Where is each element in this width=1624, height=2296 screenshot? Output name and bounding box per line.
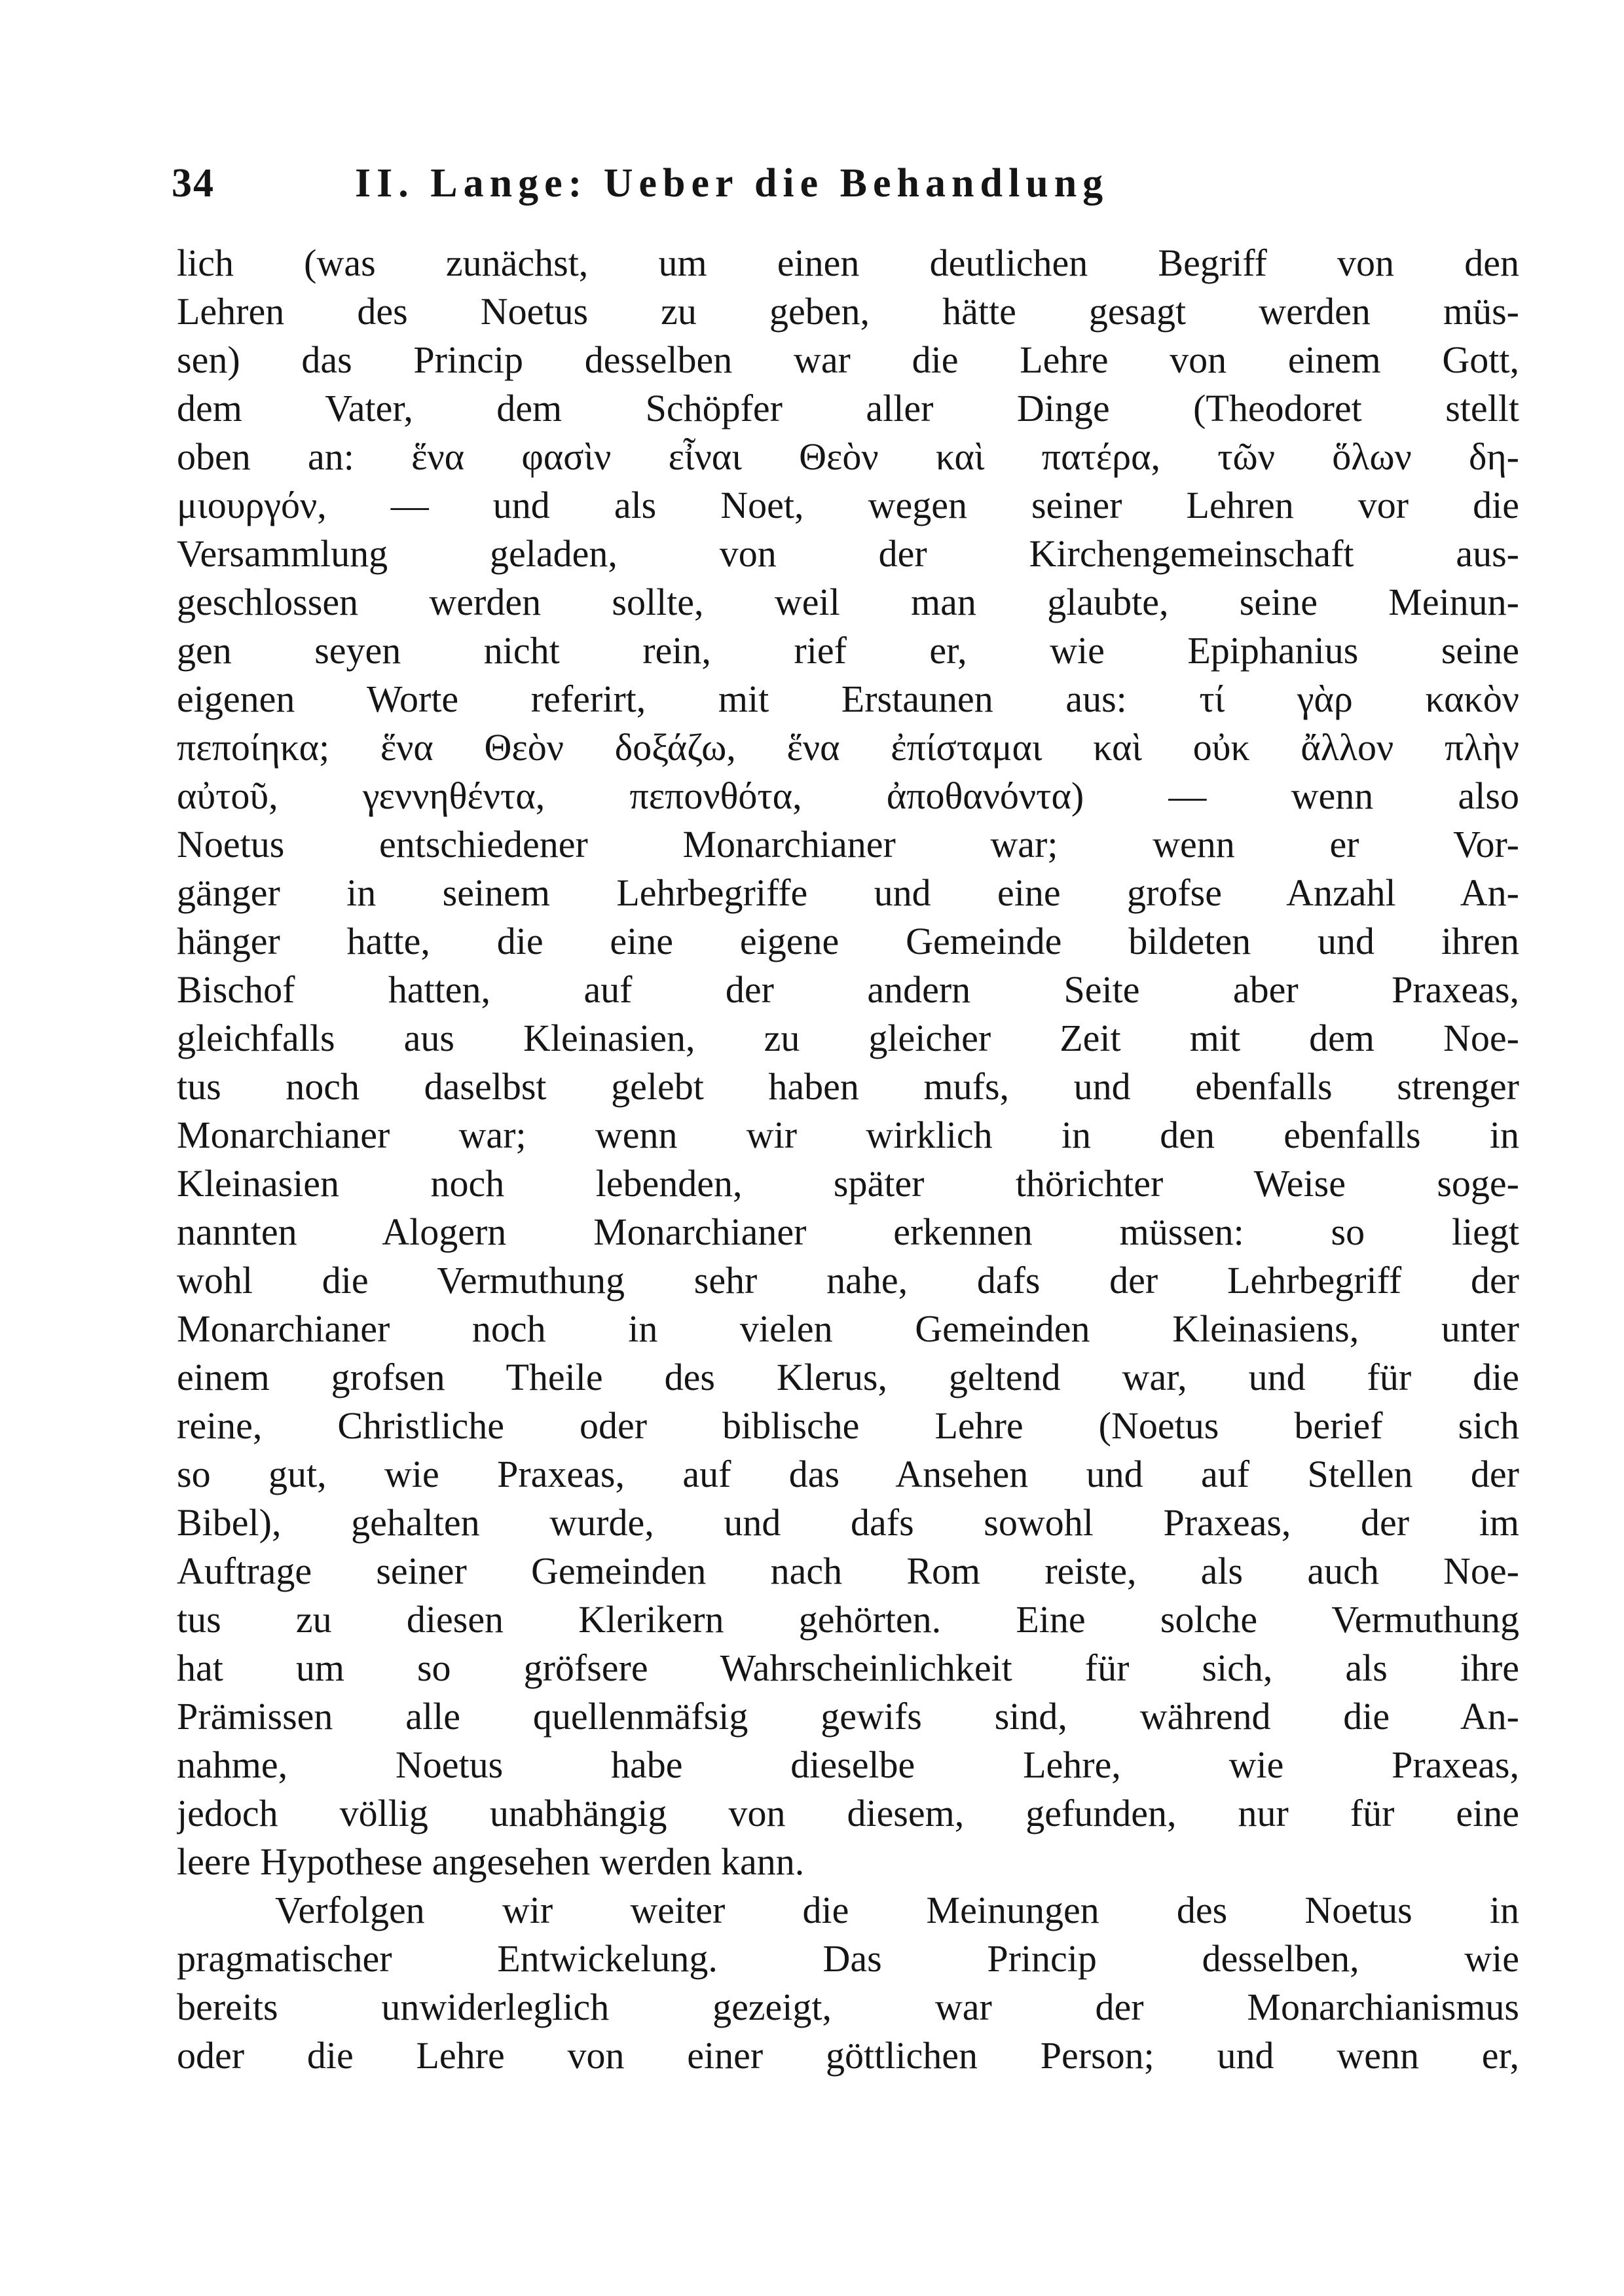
text-line: oder die Lehre von einer göttlichen Person; und wenn er, <box>177 2034 1519 2077</box>
text-line: nahme, Noetus habe dieselbe Lehre, wie Praxeas, <box>177 1743 1519 1786</box>
text-line: Lehren des Noetus zu geben, hätte gesagt werden müs- <box>177 290 1519 333</box>
text-line: πεποίηκα; ἕνα Θεὸν δοξάζω, ἕνα ἐπίσταμαι καὶ οὐκ ἄλλον πλὴν <box>177 726 1519 769</box>
text-line: bereits unwiderleglich gezeigt, war der Monarchianismus <box>177 1986 1519 2028</box>
text-line: gleichfalls aus Kleinasien, zu gleicher Zeit mit dem Noe- <box>177 1017 1519 1059</box>
text-line: μιουργόν, — und als Noet, wegen seiner Lehren vor die <box>177 484 1519 526</box>
text-line: Auftrage seiner Gemeinden nach Rom reiste, als auch Noe- <box>177 1550 1519 1592</box>
text-line: αὐτοῦ, γεννηθέντα, πεπονθότα, ἀποθανόντα) — wenn also <box>177 774 1519 817</box>
text-line: lich (was zunächst, um einen deutlichen Begriff von den <box>177 242 1519 284</box>
text-line: jedoch völlig unabhängig von diesem, gefunden, nur für eine <box>177 1792 1519 1834</box>
text-line: gen seyen nicht rein, rief er, wie Epiphanius seine <box>177 629 1519 672</box>
text-line-paragraph-start: Verfolgen wir weiter die Meinungen des Noetus in <box>275 1889 1519 1931</box>
running-title: II. Lange: Ueber die Behandlung <box>355 161 1109 206</box>
text-line: tus zu diesen Klerikern gehörten. Eine solche Vermuthung <box>177 1598 1519 1641</box>
text-line: Versammlung geladen, von der Kirchengemeinschaft aus- <box>177 532 1519 575</box>
text-line: so gut, wie Praxeas, auf das Ansehen und auf Stellen der <box>177 1453 1519 1495</box>
text-line: Kleinasien noch lebenden, später thörichter Weise soge- <box>177 1162 1519 1205</box>
text-line: geschlossen werden sollte, weil man glaubte, seine Meinun- <box>177 581 1519 623</box>
text-line: Monarchianer war; wenn wir wirklich in den ebenfalls in <box>177 1114 1519 1156</box>
text-line: hat um so gröfsere Wahrscheinlichkeit für sich, als ihre <box>177 1647 1519 1689</box>
text-line: oben an: ἕνα φασὶν εἶναι Θεὸν καὶ πατέρα, τῶν ὅλων δη- <box>177 435 1519 478</box>
text-line: gänger in seinem Lehrbegriffe und eine grofse Anzahl An- <box>177 871 1519 914</box>
text-line: eigenen Worte referirt, mit Erstaunen aus: τί γὰρ κακὸν <box>177 678 1519 720</box>
text-line: hänger hatte, die eine eigene Gemeinde bildeten und ihren <box>177 920 1519 962</box>
running-header <box>172 154 1314 213</box>
text-line: wohl die Vermuthung sehr nahe, dafs der Lehrbegriff der <box>177 1259 1519 1302</box>
text-line: einem grofsen Theile des Klerus, geltend war, und für die <box>177 1356 1519 1398</box>
text-line: pragmatischer Entwickelung. Das Princip desselben, wie <box>177 1937 1519 1980</box>
text-line: nannten Alogern Monarchianer erkennen müssen: so liegt <box>177 1211 1519 1253</box>
text-line-paragraph-end: leere Hypothese angesehen werden kann. <box>177 1840 805 1883</box>
text-line: reine, Christliche oder biblische Lehre (Noetus berief sich <box>177 1404 1519 1447</box>
text-line: tus noch daselbst gelebt haben mufs, und ebenfalls strenger <box>177 1065 1519 1108</box>
text-line: sen) das Princip desselben war die Lehre von einem Gott, <box>177 338 1519 381</box>
text-line: Bischof hatten, auf der andern Seite aber Praxeas, <box>177 968 1519 1011</box>
text-line: Monarchianer noch in vielen Gemeinden Kleinasiens, unter <box>177 1307 1519 1350</box>
text-line: dem Vater, dem Schöpfer aller Dinge (Theodoret stellt <box>177 387 1519 429</box>
page-number: 34 <box>172 161 215 206</box>
body-text <box>177 239 1519 2080</box>
text-line: Noetus entschiedener Monarchianer war; wenn er Vor- <box>177 823 1519 866</box>
text-line: Prämissen alle quellenmäfsig gewifs sind, während die An- <box>177 1695 1519 1738</box>
text-line: Bibel), gehalten wurde, und dafs sowohl Praxeas, der im <box>177 1501 1519 1544</box>
